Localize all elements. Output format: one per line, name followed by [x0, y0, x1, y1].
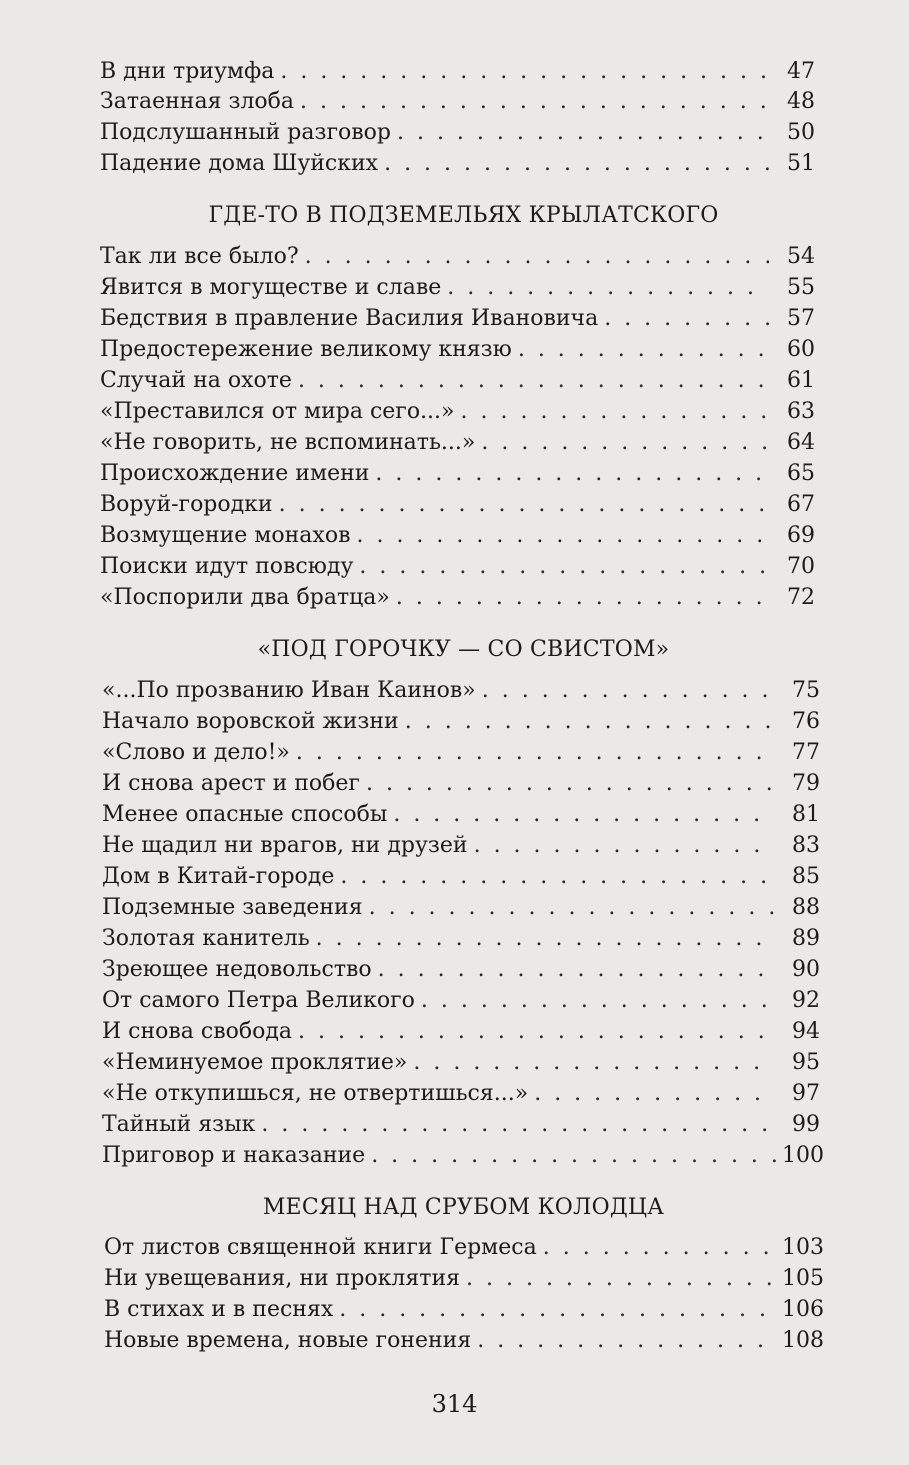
- toc-entry-page: 47: [787, 59, 815, 84]
- leader-dots: [466, 1263, 776, 1294]
- toc-entry-page: 103: [782, 1235, 824, 1260]
- page-number: 314: [431, 1390, 478, 1418]
- toc-entry-title: «Слово и дело!»: [102, 740, 290, 765]
- toc-entry-title: И снова арест и побег: [102, 771, 360, 796]
- toc-entry-page: 106: [782, 1297, 824, 1322]
- toc-entry-title: «Неминуемое проклятие»: [102, 1050, 408, 1075]
- toc-entry-title: Происхождение имени: [100, 461, 370, 486]
- leader-dots: [316, 923, 774, 954]
- toc-entry-title: От самого Петра Великого: [102, 988, 415, 1013]
- leader-dots: [384, 148, 769, 179]
- toc-entry-title: Тайный язык: [102, 1112, 256, 1137]
- leader-dots: [339, 1294, 776, 1325]
- toc-entry: [100, 458, 815, 489]
- toc-entry-title: Зреющее недовольство: [102, 957, 372, 982]
- toc-entry-title: Возмущение монахов: [100, 523, 351, 548]
- leader-dots: [298, 365, 769, 396]
- toc-entry-title: Начало воровской жизни: [102, 709, 399, 734]
- toc-entry-page: 55: [787, 275, 815, 300]
- leader-dots: [461, 396, 769, 427]
- toc-entry: [104, 1263, 824, 1294]
- section-heading: «ПОД ГОРОЧКУ — СО СВИСТОМ»: [257, 637, 670, 662]
- toc-entry-title: Так ли все было?: [100, 244, 299, 269]
- leader-dots: [518, 334, 769, 365]
- toc-entry-page: 75: [792, 678, 820, 703]
- toc-entry-title: Менее опасные способы: [102, 802, 388, 827]
- toc-entry: [102, 1140, 824, 1171]
- leader-dots: [378, 954, 774, 985]
- section-heading: МЕСЯЦ НАД СРУБОМ КОЛОДЦА: [262, 1195, 665, 1220]
- toc-entry-title: Не щадил ни врагов, ни друзей: [102, 833, 468, 858]
- toc-entry: [104, 1294, 824, 1325]
- toc-entry-title: И снова свобода: [102, 1019, 293, 1044]
- toc-entry-page: 88: [792, 895, 820, 920]
- leader-dots: [474, 830, 774, 861]
- leader-dots: [447, 272, 769, 303]
- leader-dots: [296, 737, 774, 768]
- toc-entry: [100, 303, 815, 334]
- toc-entry: [100, 117, 815, 148]
- toc-entry: [100, 551, 815, 582]
- leader-dots: [477, 1325, 776, 1356]
- toc-entry: [100, 56, 815, 87]
- toc-entry-title: В дни триумфа: [100, 59, 275, 84]
- toc-entry-page: 99: [792, 1112, 820, 1137]
- toc-entry: [102, 923, 820, 954]
- toc-entry-title: Затаенная злоба: [100, 89, 295, 114]
- toc-entry-page: 90: [792, 957, 820, 982]
- toc-entry: [102, 892, 820, 923]
- toc-entry: [102, 861, 820, 892]
- leader-dots: [604, 303, 769, 334]
- toc-entry-title: «Преставился от мира сего...»: [100, 399, 455, 424]
- toc-entry-title: Воруй-городки: [100, 492, 273, 517]
- toc-entry: [102, 830, 820, 861]
- leader-dots: [413, 1047, 774, 1078]
- toc-entry-title: Подслушанный разговор: [100, 120, 391, 145]
- toc-entry-page: 63: [787, 399, 815, 424]
- leader-dots: [481, 427, 769, 458]
- toc-entry-page: 85: [792, 864, 820, 889]
- toc-entry-title: Предостережение великому князю: [100, 337, 512, 362]
- toc-entry: [100, 365, 815, 396]
- toc-entry: [100, 427, 815, 458]
- toc-entry-title: «...По прозванию Иван Каинов»: [102, 678, 476, 703]
- toc-entry: [102, 1016, 820, 1047]
- toc-entry: [100, 272, 815, 303]
- toc-entry: [100, 489, 815, 520]
- toc-entry-page: 69: [787, 523, 815, 548]
- toc-entry-title: Золотая канитель: [102, 926, 310, 951]
- toc-entry-page: 79: [792, 771, 820, 796]
- toc-entry-page: 67: [787, 492, 815, 517]
- toc-entry-page: 64: [787, 430, 815, 455]
- leader-dots: [359, 551, 769, 582]
- toc-entry-page: 76: [792, 709, 820, 734]
- leader-dots: [405, 706, 774, 737]
- toc-entry-title: В стихах и в песнях: [104, 1297, 334, 1322]
- toc-entry-page: 100: [782, 1143, 824, 1168]
- leader-dots: [366, 768, 774, 799]
- toc-entry: [102, 1078, 820, 1109]
- toc-entry-title: Дом в Китай-городе: [102, 864, 335, 889]
- toc-entry: [102, 675, 820, 706]
- toc-entry-title: Бедствия в правление Василия Ивановича: [100, 306, 599, 331]
- toc-entry-page: 108: [782, 1328, 824, 1353]
- toc-entry: [102, 706, 820, 737]
- toc-entry-page: 48: [787, 89, 815, 114]
- toc-entry-page: 97: [792, 1081, 820, 1106]
- leader-dots: [421, 985, 774, 1016]
- toc-entry: [104, 1325, 824, 1356]
- leader-dots: [482, 675, 774, 706]
- toc-entry-title: «Не откупишься, не отвертишься...»: [102, 1081, 529, 1106]
- toc-entry: [102, 985, 820, 1016]
- toc-entry-page: 83: [792, 833, 820, 858]
- toc-entry: [100, 396, 815, 427]
- leader-dots: [261, 1109, 774, 1140]
- toc-entry: [100, 582, 815, 613]
- toc-entry-page: 61: [787, 368, 815, 393]
- toc-entry-page: 57: [787, 306, 815, 331]
- toc-entry: [102, 768, 820, 799]
- section-heading: ГДЕ-ТО В ПОДЗЕМЕЛЬЯХ КРЫЛАТСКОГО: [208, 203, 719, 228]
- toc-entry-title: Ни увещевания, ни проклятия: [104, 1266, 460, 1291]
- leader-dots: [305, 241, 769, 272]
- toc-entry-title: Приговор и наказание: [102, 1143, 366, 1168]
- toc-entry: [100, 148, 815, 179]
- toc-entry-title: Поиски идут повсюду: [100, 554, 354, 579]
- leader-dots: [396, 582, 769, 613]
- toc-entry: [102, 799, 820, 830]
- toc-entry-page: 81: [792, 802, 820, 827]
- leader-dots: [300, 86, 769, 117]
- toc-entry-title: Явится в могуществе и славе: [100, 275, 442, 300]
- toc-entry-page: 54: [787, 244, 815, 269]
- leader-dots: [279, 489, 769, 520]
- leader-dots: [369, 892, 774, 923]
- toc-entry: [100, 520, 815, 551]
- leader-dots: [371, 1140, 776, 1171]
- toc-entry-page: 51: [787, 151, 815, 176]
- toc-entry-page: 50: [787, 120, 815, 145]
- toc-entry-title: Падение дома Шуйских: [100, 151, 379, 176]
- toc-entry: [102, 954, 820, 985]
- leader-dots: [356, 520, 769, 551]
- toc-entry: [100, 241, 815, 272]
- toc-entry-title: От листов священной книги Гермеса: [104, 1235, 537, 1260]
- toc-entry-page: 94: [792, 1019, 820, 1044]
- leader-dots: [298, 1016, 774, 1047]
- toc-entry-page: 70: [787, 554, 815, 579]
- toc-entry: [100, 334, 815, 365]
- toc-entry-page: 89: [792, 926, 820, 951]
- leader-dots: [375, 458, 769, 489]
- toc-entry-title: «Поспорили два братца»: [100, 585, 390, 610]
- toc-entry: [102, 1047, 820, 1078]
- toc-entry: [104, 1232, 824, 1263]
- leader-dots: [393, 799, 774, 830]
- toc-entry-page: 95: [792, 1050, 820, 1075]
- leader-dots: [280, 56, 769, 87]
- toc-entry-page: 65: [787, 461, 815, 486]
- toc-entry-page: 72: [787, 585, 815, 610]
- toc-entry-page: 92: [792, 988, 820, 1013]
- leader-dots: [543, 1232, 776, 1263]
- toc-entry-page: 60: [787, 337, 815, 362]
- toc-entry-title: Подземные заведения: [102, 895, 363, 920]
- toc-entry-title: Новые времена, новые гонения: [104, 1328, 472, 1353]
- toc-entry-title: «Не говорить, не вспоминать...»: [100, 430, 476, 455]
- toc-entry-title: Случай на охоте: [100, 368, 292, 393]
- toc-entry-page: 77: [792, 740, 820, 765]
- leader-dots: [397, 117, 769, 148]
- toc-entry-page: 105: [782, 1266, 824, 1291]
- toc-entry: [102, 1109, 820, 1140]
- leader-dots: [534, 1078, 774, 1109]
- toc-entry: [100, 86, 815, 117]
- leader-dots: [340, 861, 774, 892]
- toc-entry: [102, 737, 820, 768]
